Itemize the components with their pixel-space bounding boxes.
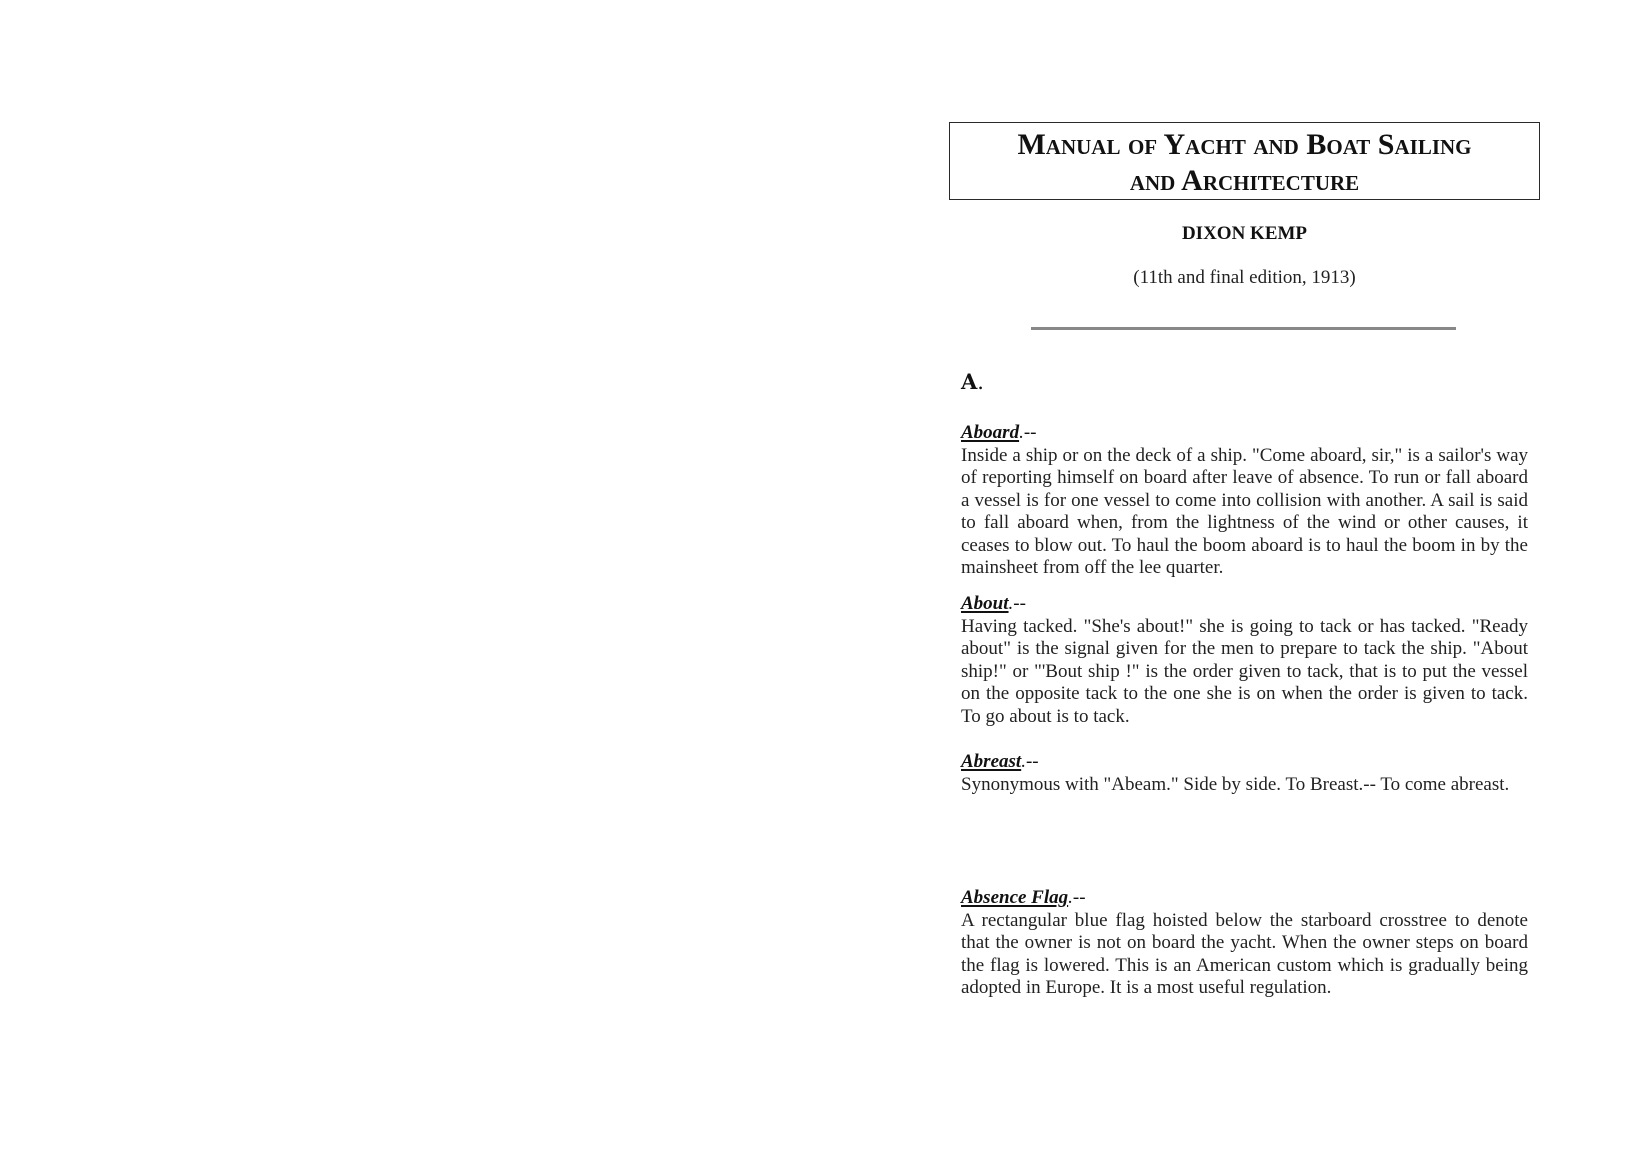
entry-term-line: [961, 887, 1528, 910]
entry-term: Absence Flag: [961, 887, 1069, 908]
entry-term: About: [961, 593, 1009, 614]
entry-term-line: [961, 751, 1528, 774]
glossary-entry-abreast: [961, 751, 1528, 796]
section-heading: [961, 370, 984, 394]
author-name: DIXON KEMP: [1181, 223, 1308, 244]
section-letter: A: [961, 369, 978, 394]
entry-term-suffix: .--: [1019, 422, 1037, 443]
entry-definition: Synonymous with "Abeam." Side by side. To Breast.-- To come abreast.: [961, 773, 1510, 795]
entry-term-suffix: .--: [1021, 751, 1039, 772]
entry-term-line: [961, 422, 1528, 445]
title-line-2: and Architecture: [1129, 164, 1360, 197]
entry-term-suffix: .--: [1068, 887, 1086, 908]
glossary-entry-aboard: [961, 422, 1528, 580]
title-line-1: Manual of Yacht and Boat Sailing: [1017, 128, 1472, 161]
entry-term: Aboard: [961, 422, 1020, 443]
title-box: [949, 122, 1540, 200]
document-page: [949, 122, 1540, 998]
glossary-entry-absence-flag: [961, 887, 1528, 1000]
glossary-entry-about: [961, 593, 1528, 728]
entry-term: Abreast: [961, 751, 1022, 772]
horizontal-rule: [1031, 327, 1456, 330]
entry-definition: Inside a ship or on the deck of a ship. "Come aboard, sir," is a sailor's way of reporting himself on board after leave of absence. To run or fall aboard a vessel is for one vessel to come into collision with another. A sail is said to fall aboard when, from the lightness of the wind or other causes, it ceases to blow out. To haul the boom aboard is to haul the boom in by the mainsheet from off the lee quarter.: [961, 444, 1528, 578]
entry-definition: A rectangular blue flag hoisted below the starboard crosstree to denote that the owner is not on board the yacht. When the owner steps on board the flag is lowered. This is an American custom which is gradually being adopted in Europe. It is a most useful regulation.: [961, 909, 1528, 998]
entry-definition: Having tacked. "She's about!" she is going to tack or has tacked. "Ready about" is the signal given for the men to prepare to tack the ship. "About ship!" or "'Bout ship !" is the order given to tack, that is to put the vessel on the opposite tack to the one she is on when the order is given to tack. To go about is to tack.: [961, 615, 1528, 727]
entry-term-line: [961, 593, 1528, 616]
section-letter-period: .: [977, 370, 984, 394]
edition-note: (11th and final edition, 1913): [1133, 267, 1356, 288]
entry-term-suffix: .--: [1008, 593, 1026, 614]
